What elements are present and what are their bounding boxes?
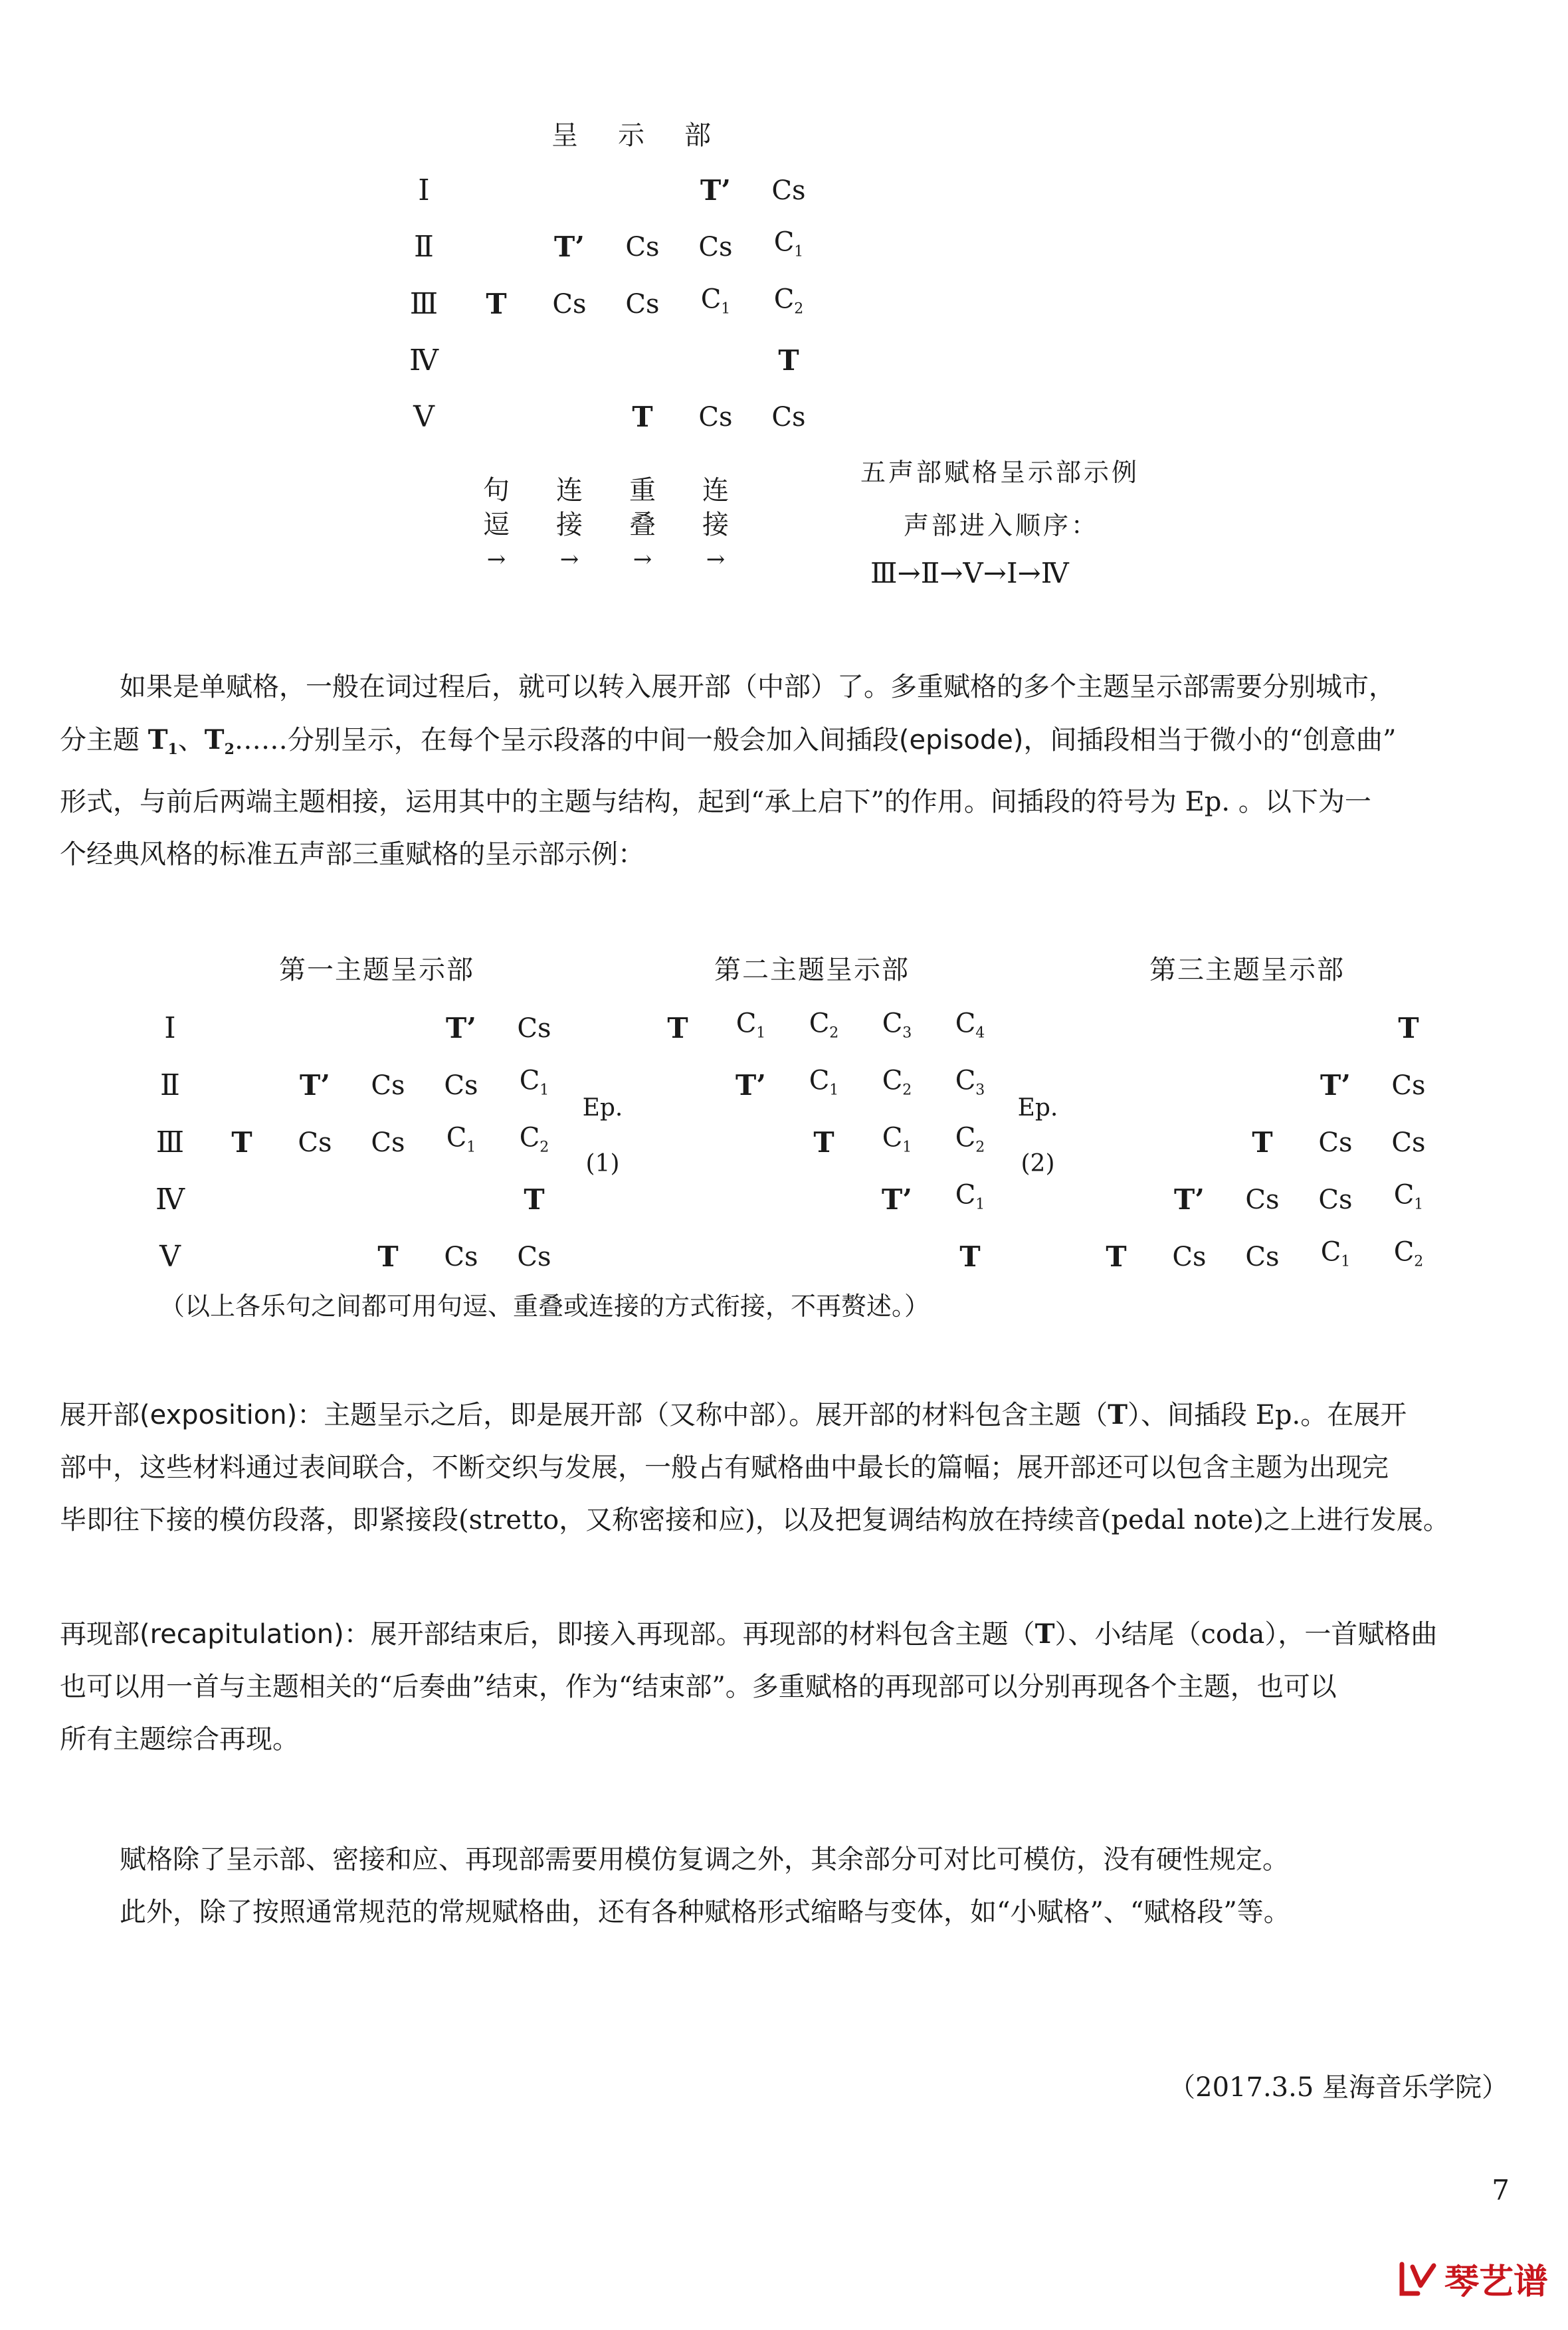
development-line3: 毕即往下接的模仿段落，即紧接段(stretto，又称密接和应)，以及把复调结构放在持续音(pedal note)之上进行发展。 [60,1505,1450,1535]
section1-cell: Cs [517,1242,551,1272]
episode-term: 间插段(episode) [819,725,1024,755]
grid-cell: Cs [625,289,660,320]
section1-cell: T [377,1240,399,1273]
section3-cell: T’ [1320,1069,1351,1102]
section3-cell: T [1398,1012,1419,1044]
grid-cell: T [486,288,507,320]
section2-cell: $C_2$ [809,1008,839,1042]
grid-cell: T [778,344,799,377]
section1-cell: $C_1$ [519,1065,549,1099]
section2-cell: T [813,1126,834,1159]
episode-1-label: Ep. [582,1094,623,1121]
section2-cell: $C_1$ [809,1065,839,1099]
section3-cell: T’ [1174,1183,1205,1216]
exposition-caption: 五声部赋格呈示部示例 [860,458,1140,487]
voice-label: Ⅲ [155,1125,185,1159]
section3-cell: Cs [1245,1242,1280,1272]
exposition-title: 呈示部 [551,120,751,151]
grid-cell: $C_1$ [773,227,804,260]
recap-line1: 再现部(recapitulation)：展开部结束后，即接入再现部。再现部的材料包含主题（T）、小结尾（coda），一首赋格曲 [60,1618,1438,1650]
section3-cell: $C_2$ [1393,1236,1424,1270]
section2-cell: $C_2$ [882,1065,912,1099]
para1-line3: 形式，与前后两端主题相接，运用其中的主题与结构，起到“承上启下”的作用。间插段的符号为 Ep. 。以下为一 [60,787,1371,817]
voice-label: Ⅳ [155,1183,185,1216]
section3-cell: Cs [1245,1185,1280,1215]
entry-order-label: 声部进入顺序： [904,511,1100,540]
section3-cell: $C_1$ [1320,1236,1351,1270]
connection-label: 连 接 → [702,475,729,573]
section1-cell: Cs [371,1127,405,1158]
grid-cell: Cs [771,175,806,206]
entry-order: Ⅲ→Ⅱ→Ⅴ→Ⅰ→Ⅳ [870,557,1069,589]
grid-cell: Cs [698,402,733,433]
triple-fugue-note: （以上各乐句之间都可用句逗、重叠或连接的方式衔接，不再赘述。） [159,1292,930,1321]
header-theme-3: 第三主题呈示部 [1149,955,1345,985]
section3-cell: $C_1$ [1393,1179,1424,1213]
logo-icon [1398,2259,1438,2299]
grid-cell: Cs [698,232,733,262]
section2-cell: $C_1$ [735,1008,766,1042]
grid-cell: $C_1$ [700,284,731,318]
section2-cell: T’ [882,1183,912,1216]
page-number: 7 [1492,2174,1510,2206]
section3-cell: Cs [1318,1185,1353,1215]
voice-label: Ⅴ [159,1240,181,1274]
section3-cell: Cs [1391,1127,1426,1158]
section2-cell: T [667,1012,688,1044]
section1-cell: T [231,1126,252,1159]
section2-cell: T’ [735,1069,766,1102]
episode-2-number: (2) [1021,1150,1055,1177]
grid-cell: Cs [625,232,660,262]
grid-cell: $C_2$ [773,284,804,318]
voice-label: Ⅲ [409,287,439,321]
grid-cell: Cs [552,289,587,320]
recapitulation-term: 再现部(recapitulation) [60,1619,344,1650]
connection-label: 连 接 → [556,475,583,573]
episode-1-number: (1) [585,1150,620,1177]
development-line2: 部中，这些材料通过表间联合，不断交织与发展，一般占有赋格曲中最长的篇幅；展开部还可以包含主题为出现完 [60,1452,1389,1483]
section2-cell: $C_1$ [882,1122,912,1156]
section3-cell: T [1106,1240,1127,1273]
section1-cell: Cs [298,1127,332,1158]
voice-label: Ⅱ [414,230,434,264]
section2-cell: $C_4$ [955,1008,985,1042]
grid-cell: T’ [554,231,585,263]
grid-cell: T [632,401,653,433]
paragraph-development [60,1389,1515,1547]
section2-cell: $C_2$ [955,1122,985,1156]
voice-label: Ⅰ [418,173,430,207]
development-line1: 展开部(exposition)：主题呈示之后，即是展开部（又称中部）。展开部的材料包含主题（T）、间插段 Ep.。在展开 [60,1399,1407,1430]
voice-label: Ⅴ [413,400,435,434]
voice-label: Ⅰ [164,1011,176,1045]
section1-cell: Cs [371,1070,405,1101]
paragraph-recapitulation [60,1608,1515,1766]
section2-cell: $C_1$ [955,1179,985,1213]
grid-cell: Cs [771,402,806,433]
connection-label: 句 逗 → [483,475,510,573]
para1-line4: 个经典风格的标准五声部三重赋格的呈示部示例： [60,839,644,870]
paragraph-closing [60,1834,1515,1939]
section1-cell: Cs [444,1242,478,1272]
recap-line3: 所有主题综合再现。 [60,1724,299,1755]
section1-cell: T’ [446,1012,476,1044]
section2-cell: $C_3$ [955,1065,985,1099]
section1-cell: $C_2$ [519,1122,549,1156]
recap-line2: 也可以用一首与主题相关的“后奏曲”结束，作为“结束部”。多重赋格的再现部可以分别再现各个主题，也可以 [60,1672,1337,1702]
logo [1398,2254,1548,2303]
signature: （2017.3.5 星海音乐学院） [1169,2072,1508,2103]
connection-label: 重 叠 → [629,475,656,573]
section2-cell: $C_3$ [882,1008,912,1042]
section3-cell: Cs [1172,1242,1207,1272]
closing-line2: 此外，除了按照通常规范的常规赋格曲，还有各种赋格形式缩略与变体，如“小赋格”、“赋格段”等。 [120,1897,1290,1927]
para1-line1: 如果是单赋格，一般在词过程后，就可以转入展开部（中部）了。多重赋格的多个主题呈示部需要分别城市， [120,672,1395,702]
episode-2-label: Ep. [1017,1094,1058,1121]
header-theme-1: 第一主题呈示部 [279,955,474,985]
section3-cell: Cs [1318,1127,1353,1158]
grid-cell: T’ [700,174,731,207]
voice-label: Ⅳ [409,343,439,377]
para1-line2: 分主题 $T_1$、$T_2\dots\dots$分别呈示，在每个呈示段落的中间一般会加入间插段(episode)，间插段相当于微小的“创意曲” [60,724,1397,758]
voice-label: Ⅱ [160,1068,180,1102]
section2-cell: T [959,1240,981,1273]
section3-cell: T [1252,1126,1273,1159]
development-term: 展开部(exposition) [60,1400,298,1430]
section3-cell: Cs [1391,1070,1426,1101]
section1-cell: T [524,1183,545,1216]
section1-cell: Cs [517,1013,551,1044]
section1-cell: $C_1$ [446,1122,476,1156]
logo-text: 琴艺谱 [1444,2262,1548,2302]
section1-cell: T’ [300,1069,330,1102]
header-theme-2: 第二主题呈示部 [714,955,910,985]
section1-cell: Cs [444,1070,478,1101]
paragraph-intro [60,661,1515,881]
closing-line1: 赋格除了呈示部、密接和应、再现部需要用模仿复调之外，其余部分可对比可模仿，没有硬性规定。 [120,1844,1289,1875]
